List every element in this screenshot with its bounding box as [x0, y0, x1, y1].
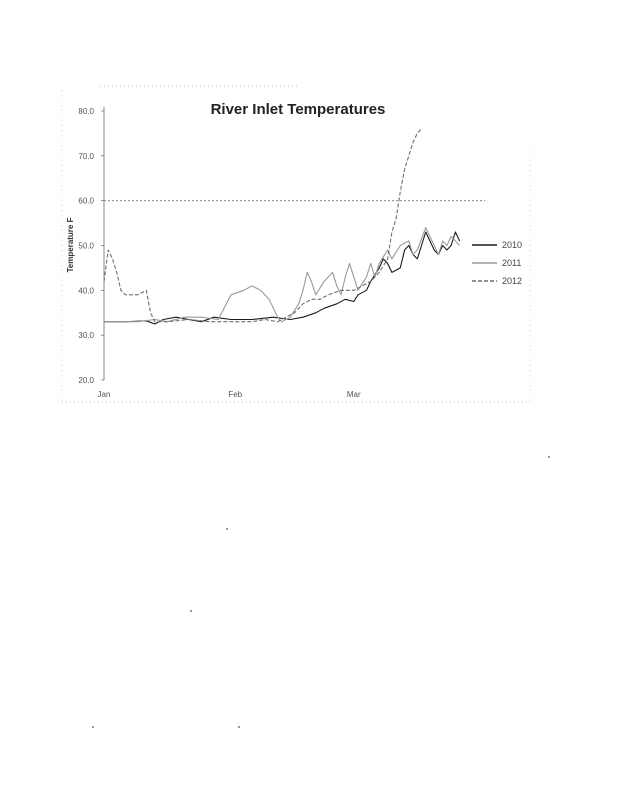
y-axis-title: Temperature F	[66, 217, 75, 273]
x-tick-label: Mar	[346, 390, 361, 399]
x-tick-label: Jan	[97, 390, 111, 399]
y-tick-label: 40.0	[78, 286, 94, 296]
series-line-2011	[104, 228, 460, 322]
scan-speck	[92, 726, 94, 728]
scan-speck	[238, 726, 240, 728]
y-tick-label: 60.0	[78, 196, 94, 206]
legend-label-2012: 2012	[502, 276, 523, 286]
chart-title: River Inlet Temperatures	[210, 101, 386, 118]
y-tick-label: 50.0	[78, 241, 94, 251]
series-line-2010	[104, 232, 460, 324]
y-tick-label: 30.0	[78, 331, 94, 341]
legend	[472, 240, 522, 286]
axes-layer	[78, 107, 485, 399]
scan-speck	[226, 528, 228, 530]
x-tick-label: Feb	[228, 390, 243, 399]
y-tick-label: 70.0	[78, 151, 94, 161]
legend-label-2010: 2010	[502, 240, 523, 250]
series-layer	[104, 129, 460, 324]
y-tick-label: 80.0	[78, 107, 94, 116]
scan-speck	[548, 456, 550, 458]
y-tick-label: 20.0	[78, 376, 94, 385]
scan-speck	[190, 610, 192, 612]
legend-label-2011: 2011	[502, 258, 522, 268]
